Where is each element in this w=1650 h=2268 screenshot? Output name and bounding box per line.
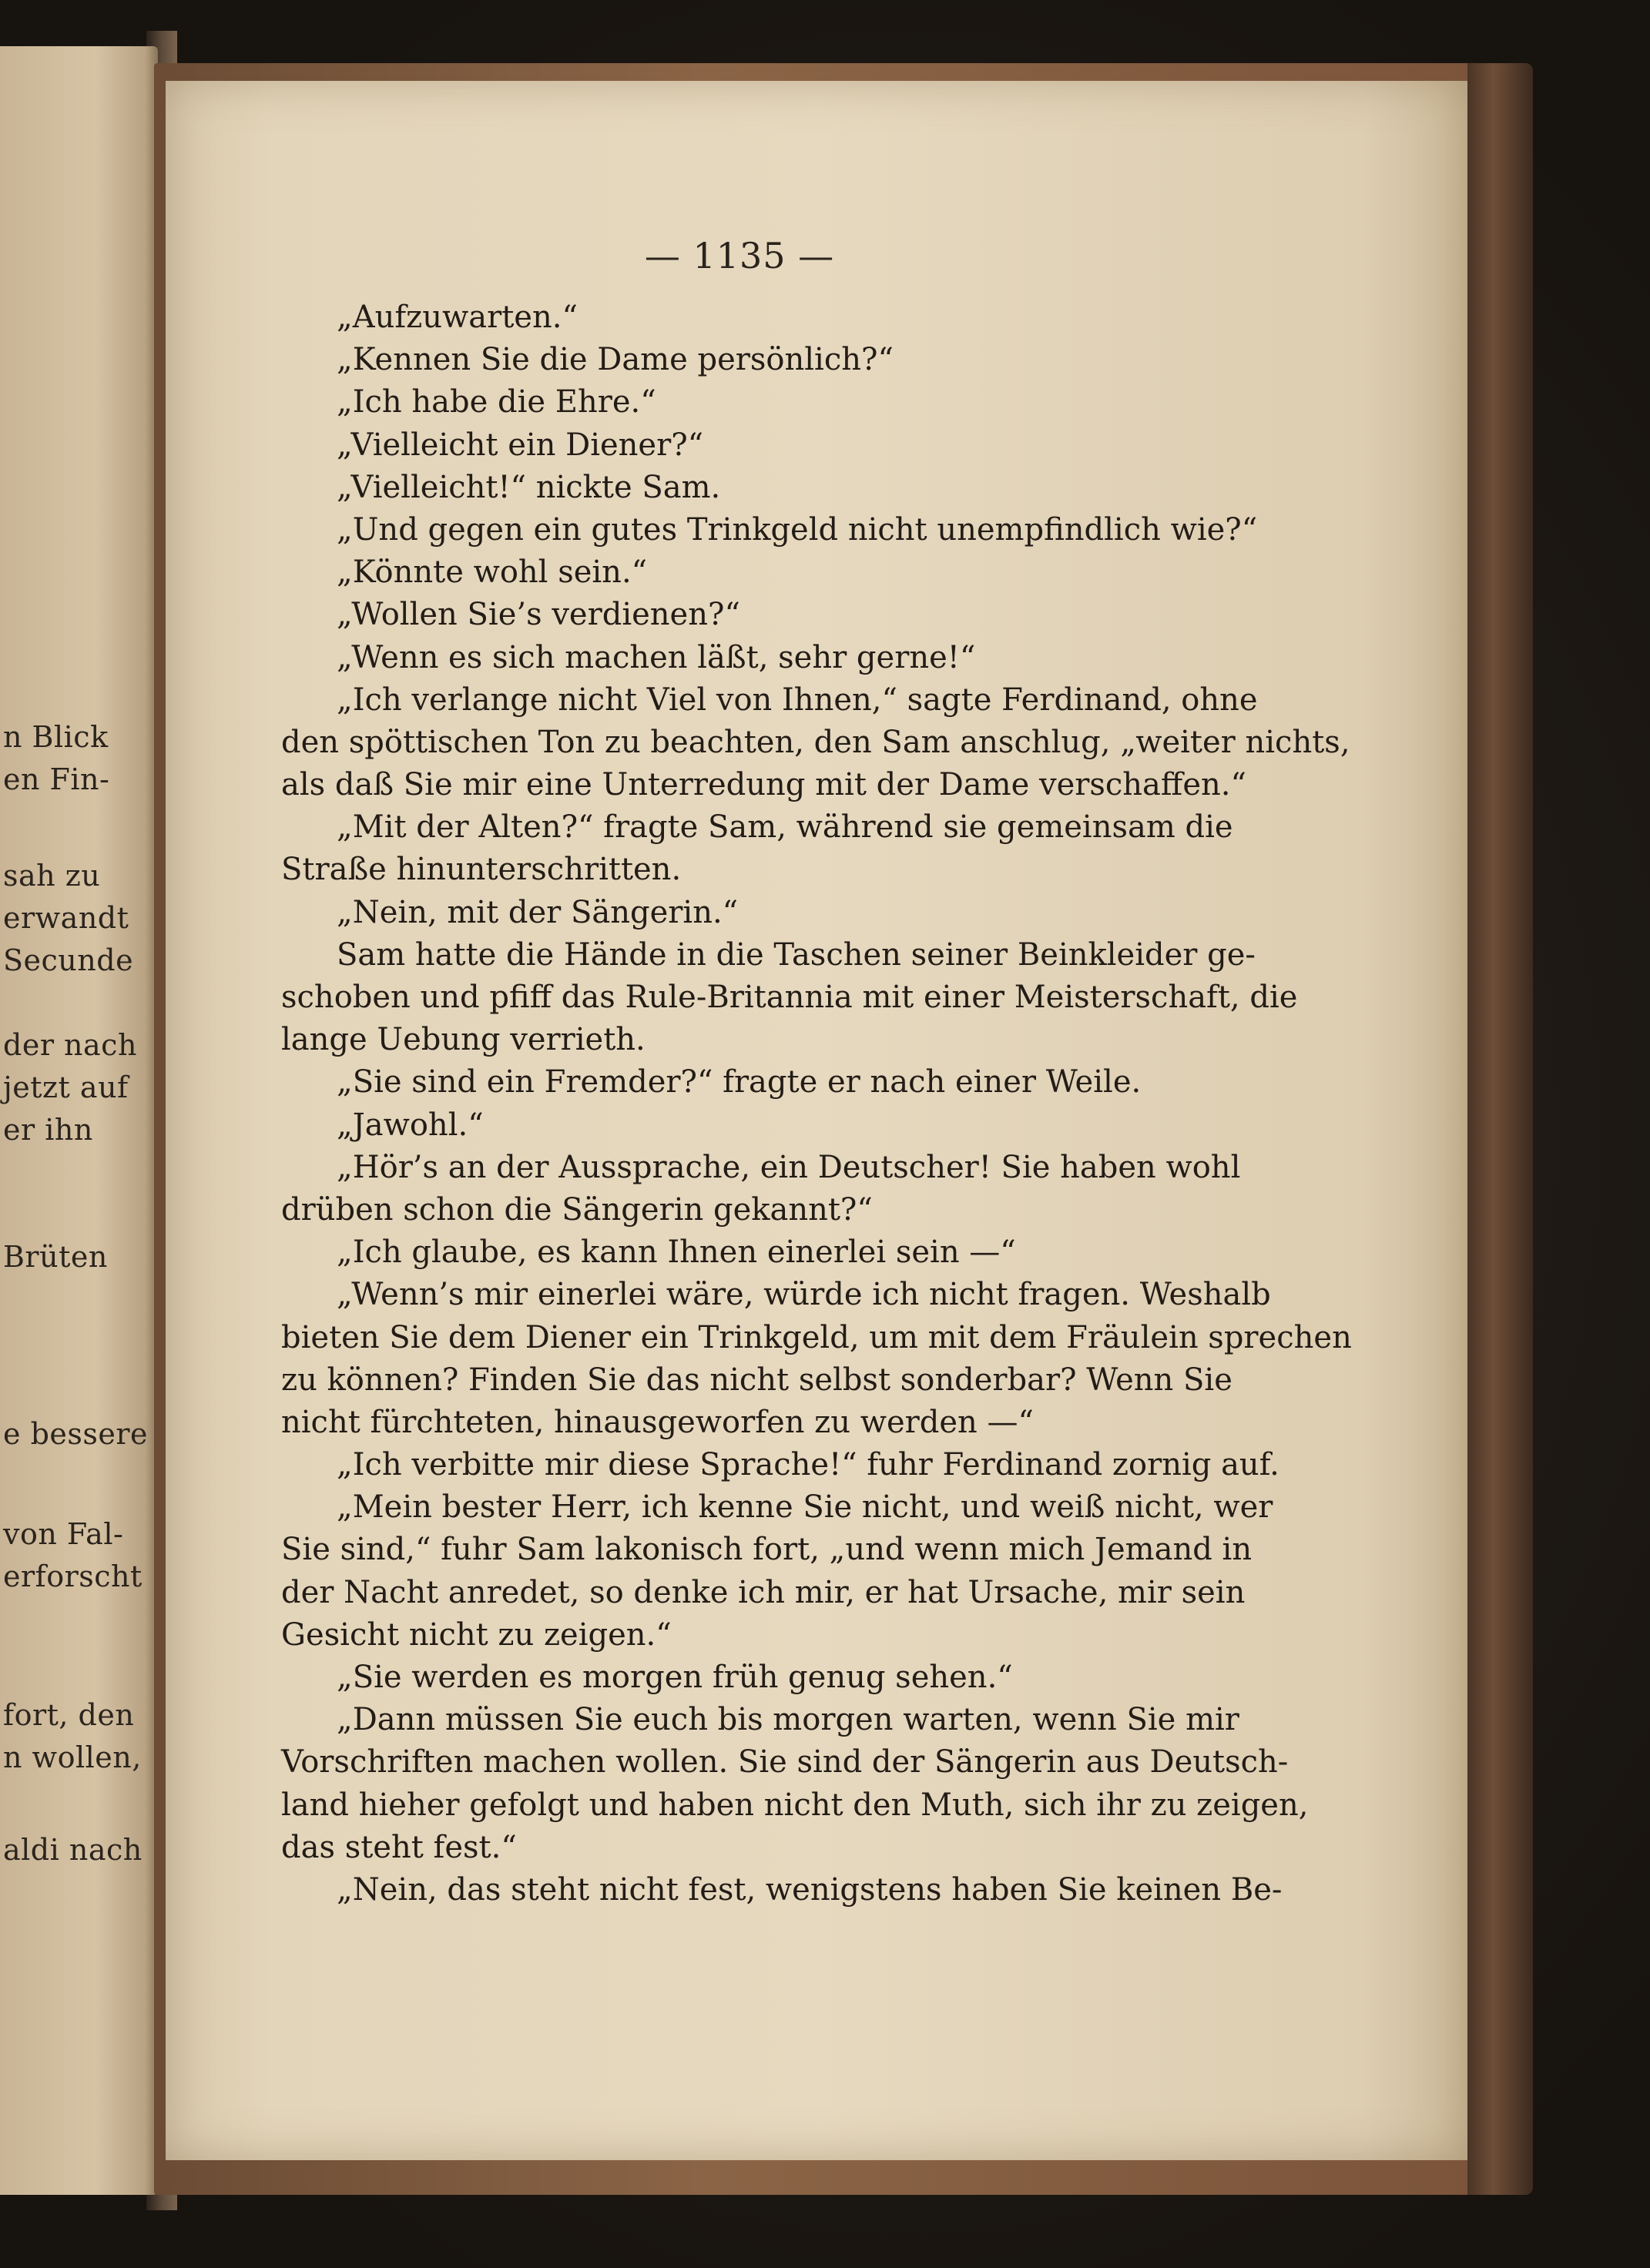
text-line: „Hör’s an der Aussprache, ein Deutscher! Sie haben wohl	[337, 1149, 1241, 1185]
text-line: „Kennen Sie die Dame persönlich?“	[337, 342, 894, 378]
page-text	[281, 296, 1352, 1911]
text-line: Straße hinunterschritten.	[281, 852, 682, 888]
previous-page-fragment: aldi nach	[3, 1833, 143, 1867]
previous-page-fragment: er ihn	[3, 1113, 93, 1147]
text-line: zu können? Finden Sie das nicht selbst sonderbar? Wenn Sie	[281, 1362, 1232, 1398]
text-line: „Wenn es sich machen läßt, sehr gerne!“	[337, 639, 976, 675]
text-line: das steht fest.“	[281, 1829, 517, 1865]
previous-page	[0, 46, 158, 2195]
text-line: „Ich verbitte mir diese Sprache!“ fuhr Ferdinand zornig auf.	[337, 1447, 1279, 1483]
text-line: „Könnte wohl sein.“	[337, 554, 648, 591]
previous-page-fragment: n wollen,	[3, 1740, 142, 1774]
text-line: „Ich habe die Ehre.“	[337, 384, 656, 420]
text-line: lange Uebung verrieth.	[281, 1022, 646, 1058]
previous-page-fragment: erforscht	[3, 1559, 143, 1593]
text-line: Vorschriften machen wollen. Sie sind der Sängerin aus Deutsch-	[281, 1744, 1289, 1781]
text-line: „Dann müssen Sie euch bis morgen warten, wenn Sie mir	[337, 1702, 1239, 1738]
previous-page-fragment: von Fal-	[3, 1517, 124, 1551]
text-line: „Nein, mit der Sängerin.“	[337, 894, 739, 930]
text-line: schoben und pfiff das Rule-Britannia mit einer Meisterschaft, die	[281, 980, 1298, 1015]
text-line: „Sie sind ein Fremder?“ fragte er nach einer Weile.	[337, 1064, 1142, 1100]
previous-page-fragment: Secunde	[3, 943, 134, 977]
text-line: „Nein, das steht nicht fest, wenigstens haben Sie keinen Be-	[337, 1871, 1283, 1908]
text-line: land hieher gefolgt und haben nicht den Muth, sich ihr zu zeigen,	[281, 1787, 1309, 1823]
text-line: „Sie werden es morgen früh genug sehen.“	[337, 1660, 1013, 1695]
text-line: nicht fürchteten, hinausgeworfen zu werden —“	[281, 1404, 1034, 1440]
previous-page-fragment: Brüten	[3, 1240, 108, 1274]
text-line: bieten Sie dem Diener ein Trinkgeld, um mit dem Fräulein sprechen	[281, 1319, 1352, 1355]
text-line: „Und gegen ein gutes Trinkgeld nicht unempfindlich wie?“	[337, 511, 1258, 548]
book-cover-edge	[1467, 63, 1533, 2195]
previous-page-fragment: en Fin-	[3, 762, 110, 796]
text-line: „Mein bester Herr, ich kenne Sie nicht, und weiß nicht, wer	[337, 1489, 1273, 1526]
previous-page-fragment: jetzt auf	[3, 1070, 129, 1104]
previous-page-fragment: e bessere	[3, 1417, 149, 1451]
page-number: — 1135 —	[644, 235, 835, 276]
text-line: „Vielleicht ein Diener?“	[337, 427, 704, 463]
text-line: „Jawohl.“	[337, 1107, 484, 1143]
text-line: „Wenn’s mir einerlei wäre, würde ich nicht fragen. Weshalb	[337, 1277, 1271, 1313]
text-line: „Ich glaube, es kann Ihnen einerlei sein —“	[337, 1235, 1016, 1271]
book-page	[166, 81, 1467, 2160]
text-line: „Ich verlange nicht Viel von Ihnen,“ sagte Ferdinand, ohne	[337, 682, 1258, 718]
text-line: Sam hatte die Hände in die Taschen seiner Beinkleider ge-	[337, 936, 1256, 973]
text-line: drüben schon die Sängerin gekannt?“	[281, 1191, 873, 1228]
text-line: den spöttischen Ton zu beachten, den Sam anschlug, „weiter nichts,	[281, 724, 1350, 760]
previous-page-fragment: n Blick	[3, 720, 109, 754]
text-line: Gesicht nicht zu zeigen.“	[281, 1616, 672, 1653]
text-line: „Vielleicht!“ nickte Sam.	[337, 469, 721, 505]
previous-page-fragment: fort, den	[3, 1698, 135, 1732]
text-line: „Mit der Alten?“ fragte Sam, während sie gemeinsam die	[337, 809, 1233, 846]
text-line: Sie sind,“ fuhr Sam lakonisch fort, „und wenn mich Jemand in	[281, 1532, 1253, 1568]
previous-page-fragment: sah zu	[3, 859, 101, 893]
previous-page-fragment: erwandt	[3, 901, 129, 935]
text-line: „Wollen Sie’s verdienen?“	[337, 597, 740, 633]
previous-page-fragment: der nach	[3, 1028, 137, 1062]
text-line: als daß Sie mir eine Unterredung mit der Dame verschaffen.“	[281, 767, 1246, 803]
text-line: „Aufzuwarten.“	[337, 300, 578, 335]
text-line: der Nacht anredet, so denke ich mir, er hat Ursache, mir sein	[281, 1574, 1246, 1610]
